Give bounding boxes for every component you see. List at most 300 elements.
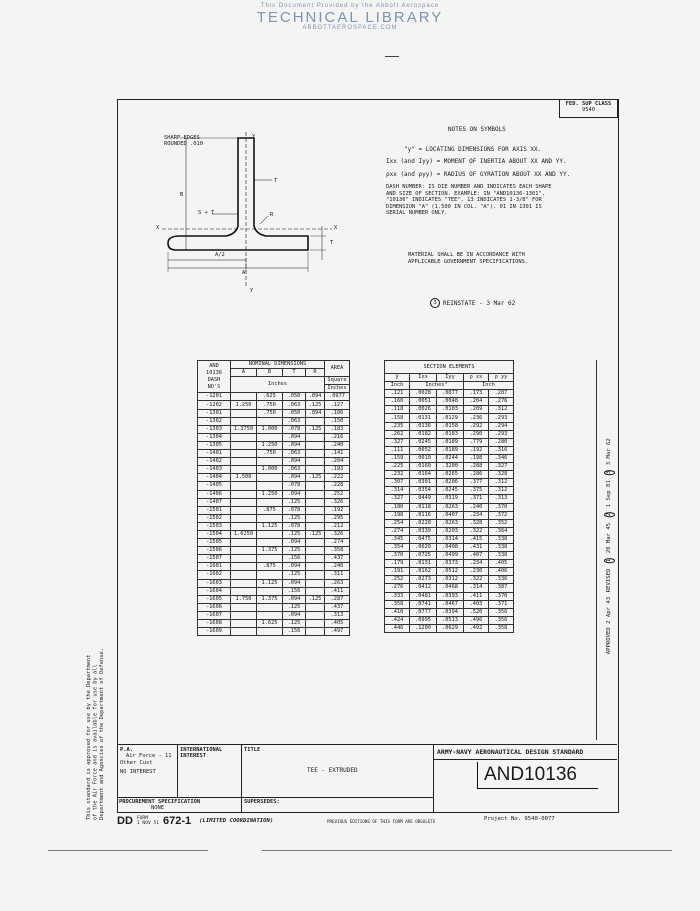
table-cell: .0051 [410, 398, 437, 406]
table-row [198, 595, 350, 603]
table-cell [231, 555, 257, 563]
table-row [385, 390, 514, 398]
table-cell [257, 628, 283, 636]
note-ixx: Ixx (and Iyy) = MOMENT OF INERTIA ABOUT XX AND YY. [386, 158, 567, 165]
note-y: "y" = LOCATING DIMENSIONS FOR AXIS XX. [404, 146, 542, 153]
table-cell: .327 [385, 495, 410, 503]
dash-line-1: DASH NUMBER: IS DIE NUMBER AND INDICATES EACH SHAPE [386, 184, 552, 190]
table-row [385, 519, 514, 527]
table-cell: .345 [385, 535, 410, 543]
supersedes-label: SUPERSEDES: [244, 799, 280, 805]
table-cell: .179 [385, 560, 410, 568]
approval-statement [86, 620, 106, 820]
approved-date: APPROVED 2 Apr 43 [606, 596, 612, 655]
table-cell: .0407 [437, 511, 464, 519]
table-row [385, 422, 514, 430]
dash-line-2: AND SIZE OF SECTION. EXAMPLE: IN "AND10136-1301", [386, 190, 546, 197]
table-cell: .191 [385, 568, 410, 576]
tb-h2 [241, 797, 433, 798]
note-rho: ρxx (and ρyy) = RADIUS OF GYRATION ABOUT XX AND YY. [386, 171, 571, 178]
table-row [385, 471, 514, 479]
fig-st: S + T [198, 210, 215, 216]
table-cell: .0499 [437, 552, 464, 560]
table-cell: -1303 [198, 425, 231, 433]
table-cell: .1200 [410, 624, 437, 632]
table-cell: .358 [385, 600, 410, 608]
reinstate-note [430, 298, 515, 308]
table-row [198, 587, 350, 595]
fig-y-top: Y [252, 134, 256, 140]
table-cell: .216 [325, 433, 350, 441]
table-cell: .252 [325, 490, 350, 498]
table-cell: 1.375 [257, 595, 283, 603]
table-cell: -1501 [198, 506, 231, 514]
tb-h3 [433, 759, 617, 760]
rev1-circle-icon: 1 [604, 558, 615, 563]
table-cell: .0314 [437, 535, 464, 543]
area-header: AREA [325, 361, 350, 377]
table-cell: -1304 [198, 433, 231, 441]
table-cell: .263 [325, 579, 350, 587]
table-cell: .209 [464, 406, 489, 414]
fa-label: P.A. [120, 747, 133, 753]
table-cell [257, 482, 283, 490]
table-row [198, 628, 350, 636]
table-row [198, 490, 350, 498]
table-cell [231, 603, 257, 611]
table-cell: .0481 [410, 592, 437, 600]
table-cell: 1.500 [231, 474, 257, 482]
table-row [385, 463, 514, 471]
table-cell: .193 [325, 466, 350, 474]
form-small: FORM [136, 816, 148, 821]
table-cell [231, 628, 257, 636]
intl-label-2: INTEREST [180, 753, 206, 760]
table-cell: .377 [464, 479, 489, 487]
tee-outline [168, 138, 308, 250]
table-cell: .118 [385, 406, 410, 414]
table-cell: .0116 [410, 511, 437, 519]
fsc-box [559, 99, 618, 118]
table-cell: .0182 [410, 430, 437, 438]
col-b: B [257, 369, 283, 377]
table-row [198, 425, 350, 433]
table-cell: .228 [325, 482, 350, 490]
table-cell: .125 [306, 595, 325, 603]
table-cell: .0394 [437, 608, 464, 616]
table-cell: .094 [283, 611, 306, 619]
table-cell: .387 [489, 584, 514, 592]
fsc-value: 9540 [582, 107, 595, 114]
table-row [198, 466, 350, 474]
table-cell: .750 [257, 409, 283, 417]
table-cell: .0449 [410, 495, 437, 503]
table-cell: 1.625 [257, 620, 283, 628]
fig-x-right: X [334, 225, 338, 231]
table-cell: .415 [464, 535, 489, 543]
section-elements-table [384, 360, 514, 633]
table-cell: .0513 [437, 616, 464, 624]
table-cell: .156 [283, 587, 306, 595]
table-cell [306, 514, 325, 522]
table-cell: .106 [325, 409, 350, 417]
table-cell: .0312 [437, 576, 464, 584]
table-row [385, 438, 514, 446]
col-ybar: ȳ [385, 374, 410, 382]
table-row [385, 406, 514, 414]
table-row [385, 479, 514, 487]
table-cell: .437 [325, 603, 350, 611]
square-header: Square [325, 377, 350, 385]
col-iyy: Iyy [437, 374, 464, 382]
table-cell: .094 [283, 539, 306, 547]
rev2-circle-icon: 2 [604, 512, 615, 517]
table-row [198, 433, 350, 441]
table-cell: .063 [283, 450, 306, 458]
table-cell: .314 [464, 584, 489, 592]
table-cell: .125 [283, 620, 306, 628]
table-cell: .326 [325, 498, 350, 506]
table-cell: .314 [385, 487, 410, 495]
proc-spec-label: PROCUREMENT SPECIFICATION [119, 799, 201, 805]
table-cell: .403 [464, 600, 489, 608]
table-cell: .0131 [410, 414, 437, 422]
revision-strip-divider [596, 360, 597, 740]
table-cell [231, 393, 257, 401]
material-line-2: APPLICABLE GOVERNMENT SPECIFICATIONS. [408, 258, 529, 265]
fa-block [120, 747, 171, 776]
table-cell [231, 466, 257, 474]
table-cell: .779 [464, 438, 489, 446]
fig-t: T [274, 178, 278, 184]
section-rows [385, 390, 514, 633]
table-cell: .094 [283, 579, 306, 587]
table-cell: .204 [464, 398, 489, 406]
table-cell: .0977 [325, 393, 350, 401]
revision-strip [604, 438, 615, 654]
table-cell: .293 [489, 414, 514, 422]
fig-b: B [180, 192, 184, 198]
table-cell: .316 [489, 446, 514, 454]
table-cell: .125 [306, 401, 325, 409]
table-cell: .0131 [410, 560, 437, 568]
table-cell: -1402 [198, 458, 231, 466]
table-cell: .078 [283, 425, 306, 433]
table-cell: .127 [325, 401, 350, 409]
table-cell: .328 [489, 471, 514, 479]
table-cell: .492 [464, 624, 489, 632]
table-row [198, 506, 350, 514]
note-dash [386, 184, 552, 217]
table-cell [231, 409, 257, 417]
table-cell: .240 [325, 441, 350, 449]
table-cell [306, 490, 325, 498]
table-cell: -1403 [198, 466, 231, 474]
table-row [198, 482, 350, 490]
table-cell [306, 555, 325, 563]
table-cell: -1404 [198, 474, 231, 482]
table-cell: .322 [464, 527, 489, 535]
tb-h1 [117, 797, 241, 798]
table-cell: .0010 [410, 454, 437, 462]
table-row [385, 576, 514, 584]
table-cell [306, 587, 325, 595]
table-cell: .094 [283, 563, 306, 571]
proc-spec-value: NONE [151, 805, 164, 811]
table-cell: .352 [489, 519, 514, 527]
library-header-line1: This Document Provided by the Abbott Aerospace [260, 3, 440, 9]
table-row [198, 555, 350, 563]
table-cell: .078 [283, 506, 306, 514]
table-row [198, 441, 350, 449]
table-cell: .0189 [437, 438, 464, 446]
table-cell: .437 [325, 555, 350, 563]
fsc-label: FED. SUP CLASS [565, 101, 612, 107]
notes-title: NOTES ON SYMBOLS [448, 126, 506, 133]
table-cell: .094 [283, 441, 306, 449]
table-cell: .141 [325, 450, 350, 458]
table-cell: .313 [489, 495, 514, 503]
table-cell: .0228 [410, 519, 437, 527]
table-row [198, 393, 350, 401]
table-cell: -1504 [198, 530, 231, 538]
table-cell: .875 [257, 506, 283, 514]
table-cell: .094 [283, 595, 306, 603]
table-cell: .371 [489, 600, 514, 608]
table-cell: .125 [306, 425, 325, 433]
table-cell [257, 611, 283, 619]
nominal-dimensions-table-wrap [197, 360, 350, 636]
table-cell: .125 [283, 547, 306, 555]
table-cell: .094 [283, 433, 306, 441]
table-cell: .496 [464, 616, 489, 624]
table-cell: .232 [385, 471, 410, 479]
table-cell: .0203 [437, 527, 464, 535]
tb-v1 [177, 745, 178, 797]
table-cell: .411 [325, 587, 350, 595]
table-cell: .160 [385, 398, 410, 406]
table-cell: .094 [283, 490, 306, 498]
table-cell: .497 [325, 628, 350, 636]
table-cell: .293 [489, 430, 514, 438]
table-cell: .372 [489, 511, 514, 519]
table-cell [306, 603, 325, 611]
table-cell: .333 [385, 592, 410, 600]
table-cell: .0273 [410, 576, 437, 584]
table-cell: .0026 [410, 406, 437, 414]
table-cell: .234 [464, 511, 489, 519]
table-cell: .121 [385, 390, 410, 398]
table-cell [306, 522, 325, 530]
table-cell: .875 [257, 563, 283, 571]
table-cell: .0475 [410, 535, 437, 543]
fig-y-bottom: Y [250, 288, 254, 294]
table-cell: 1.375 [257, 547, 283, 555]
table-cell [231, 417, 257, 425]
table-cell: .063 [283, 401, 306, 409]
col-and-header: AND 10136 DASH NO'S [198, 361, 231, 393]
table-cell: .312 [489, 487, 514, 495]
col-rhoyy: ρ yy [489, 374, 514, 382]
fig-a2: A/2 [215, 252, 225, 258]
table-cell [257, 530, 283, 538]
rev3-circle-icon: 3 [604, 470, 615, 475]
table-cell: .625 [257, 393, 283, 401]
table-cell: .295 [325, 514, 350, 522]
table-cell: .364 [489, 527, 514, 535]
table-cell: .094 [283, 458, 306, 466]
approval-line-3: Department and Agencies of the Department of Defense. [99, 647, 105, 820]
table-row [385, 608, 514, 616]
nominal-rows [198, 393, 350, 636]
table-cell: .236 [464, 414, 489, 422]
table-cell: .222 [325, 474, 350, 482]
section-elements-table-wrap [384, 360, 514, 633]
table-cell [231, 450, 257, 458]
table-cell: .405 [325, 620, 350, 628]
table-cell: .125 [283, 530, 306, 538]
fig-a: A [242, 270, 246, 276]
army-navy-label: ARMY-NAVY AERONAUTICAL DESIGN STANDARD [437, 748, 584, 756]
revision-circle-icon: 3 [430, 298, 440, 308]
table-cell: .262 [385, 430, 410, 438]
table-cell: .431 [464, 543, 489, 551]
table-cell: .198 [464, 454, 489, 462]
table-cell: -1606 [198, 603, 231, 611]
table-cell: .252 [385, 576, 410, 584]
sharp-edges-label [164, 135, 203, 148]
reinstate-text: REINSTATE - 3 Mar 62 [443, 299, 516, 307]
table-cell: .0995 [410, 616, 437, 624]
table-cell: .125 [283, 498, 306, 506]
dash-line-5: SERIAL NUMBER ONLY. [386, 210, 448, 216]
table-cell: .274 [325, 539, 350, 547]
table-cell: .0183 [437, 430, 464, 438]
air-force-line: Air Force - 11 [126, 753, 172, 760]
table-row [198, 571, 350, 579]
table-cell: .338 [489, 543, 514, 551]
table-cell: .0028 [410, 390, 437, 398]
fig-r: R [270, 212, 274, 218]
table-cell: .0512 [437, 568, 464, 576]
table-cell: -1605 [198, 595, 231, 603]
table-cell: -1505 [198, 539, 231, 547]
table-cell: .0354 [410, 487, 437, 495]
table-cell: .156 [283, 555, 306, 563]
table-cell [306, 620, 325, 628]
title-label: TITLE [244, 747, 261, 753]
intl-block [180, 747, 222, 760]
table-cell: .0741 [410, 600, 437, 608]
table-cell: .0245 [437, 487, 464, 495]
table-cell: .234 [464, 560, 489, 568]
rev3-date: 3 Mar 62 [606, 438, 612, 465]
table-cell [257, 603, 283, 611]
table-cell [257, 539, 283, 547]
table-cell [231, 458, 257, 466]
table-row [385, 584, 514, 592]
table-cell: .405 [489, 560, 514, 568]
table-row [198, 450, 350, 458]
table-cell: .156 [283, 628, 306, 636]
table-row [385, 616, 514, 624]
table-row [385, 624, 514, 632]
table-cell: .424 [385, 616, 410, 624]
table-cell: -1503 [198, 522, 231, 530]
table-row [198, 514, 350, 522]
table-row [385, 495, 514, 503]
table-cell: .0244 [437, 454, 464, 462]
table-cell: .192 [325, 506, 350, 514]
table-cell: .313 [325, 611, 350, 619]
table-cell: .312 [489, 406, 514, 414]
table-cell: .0103 [437, 406, 464, 414]
table-cell: .370 [385, 552, 410, 560]
table-cell: .0160 [410, 463, 437, 471]
table-cell: .520 [464, 608, 489, 616]
table-cell: .050 [283, 409, 306, 417]
rev2-date: 1 Sep 81 [606, 480, 612, 508]
table-cell: .0725 [410, 552, 437, 560]
table-cell: .0412 [410, 584, 437, 592]
table-cell [306, 433, 325, 441]
table-row [198, 401, 350, 409]
table-cell: .204 [325, 458, 350, 466]
nominal-header: NOMINAL DIMENSIONS [231, 361, 325, 369]
table-cell: .094 [283, 474, 306, 482]
table-cell: .750 [257, 450, 283, 458]
table-cell: .0777 [410, 608, 437, 616]
table-cell: -1603 [198, 579, 231, 587]
table-cell: .287 [325, 595, 350, 603]
table-cell: .0245 [410, 438, 437, 446]
table-row [198, 611, 350, 619]
table-cell: 1.250 [257, 490, 283, 498]
title-block [117, 744, 617, 812]
table-cell: 1.000 [257, 466, 283, 474]
table-cell: -1502 [198, 514, 231, 522]
table-row [198, 474, 350, 482]
table-row [385, 592, 514, 600]
table-cell: .3200 [437, 463, 464, 471]
table-cell: 1.125 [257, 522, 283, 530]
table-cell [306, 628, 325, 636]
table-cell: -1201 [198, 393, 231, 401]
table-cell [231, 490, 257, 498]
table-row [198, 409, 350, 417]
table-cell: .0118 [410, 503, 437, 511]
form-date: 1 NOV 51 [136, 821, 160, 826]
table-cell: .276 [385, 584, 410, 592]
table-cell: .406 [489, 568, 514, 576]
table-row [385, 552, 514, 560]
table-cell: .078 [283, 482, 306, 490]
table-cell: .0077 [437, 390, 464, 398]
table-row [385, 600, 514, 608]
library-header-title: TECHNICAL LIBRARY [256, 9, 444, 26]
table-cell [306, 571, 325, 579]
table-row [385, 454, 514, 462]
table-cell: .0339 [410, 527, 437, 535]
table-cell: .173 [464, 390, 489, 398]
table-cell: .446 [385, 624, 410, 632]
table-row [385, 568, 514, 576]
table-cell: .0158 [437, 422, 464, 430]
form-footer [117, 815, 273, 827]
table-cell: -1506 [198, 547, 231, 555]
table-row [198, 417, 350, 425]
project-number: Project No. 9540-0077 [484, 816, 555, 822]
